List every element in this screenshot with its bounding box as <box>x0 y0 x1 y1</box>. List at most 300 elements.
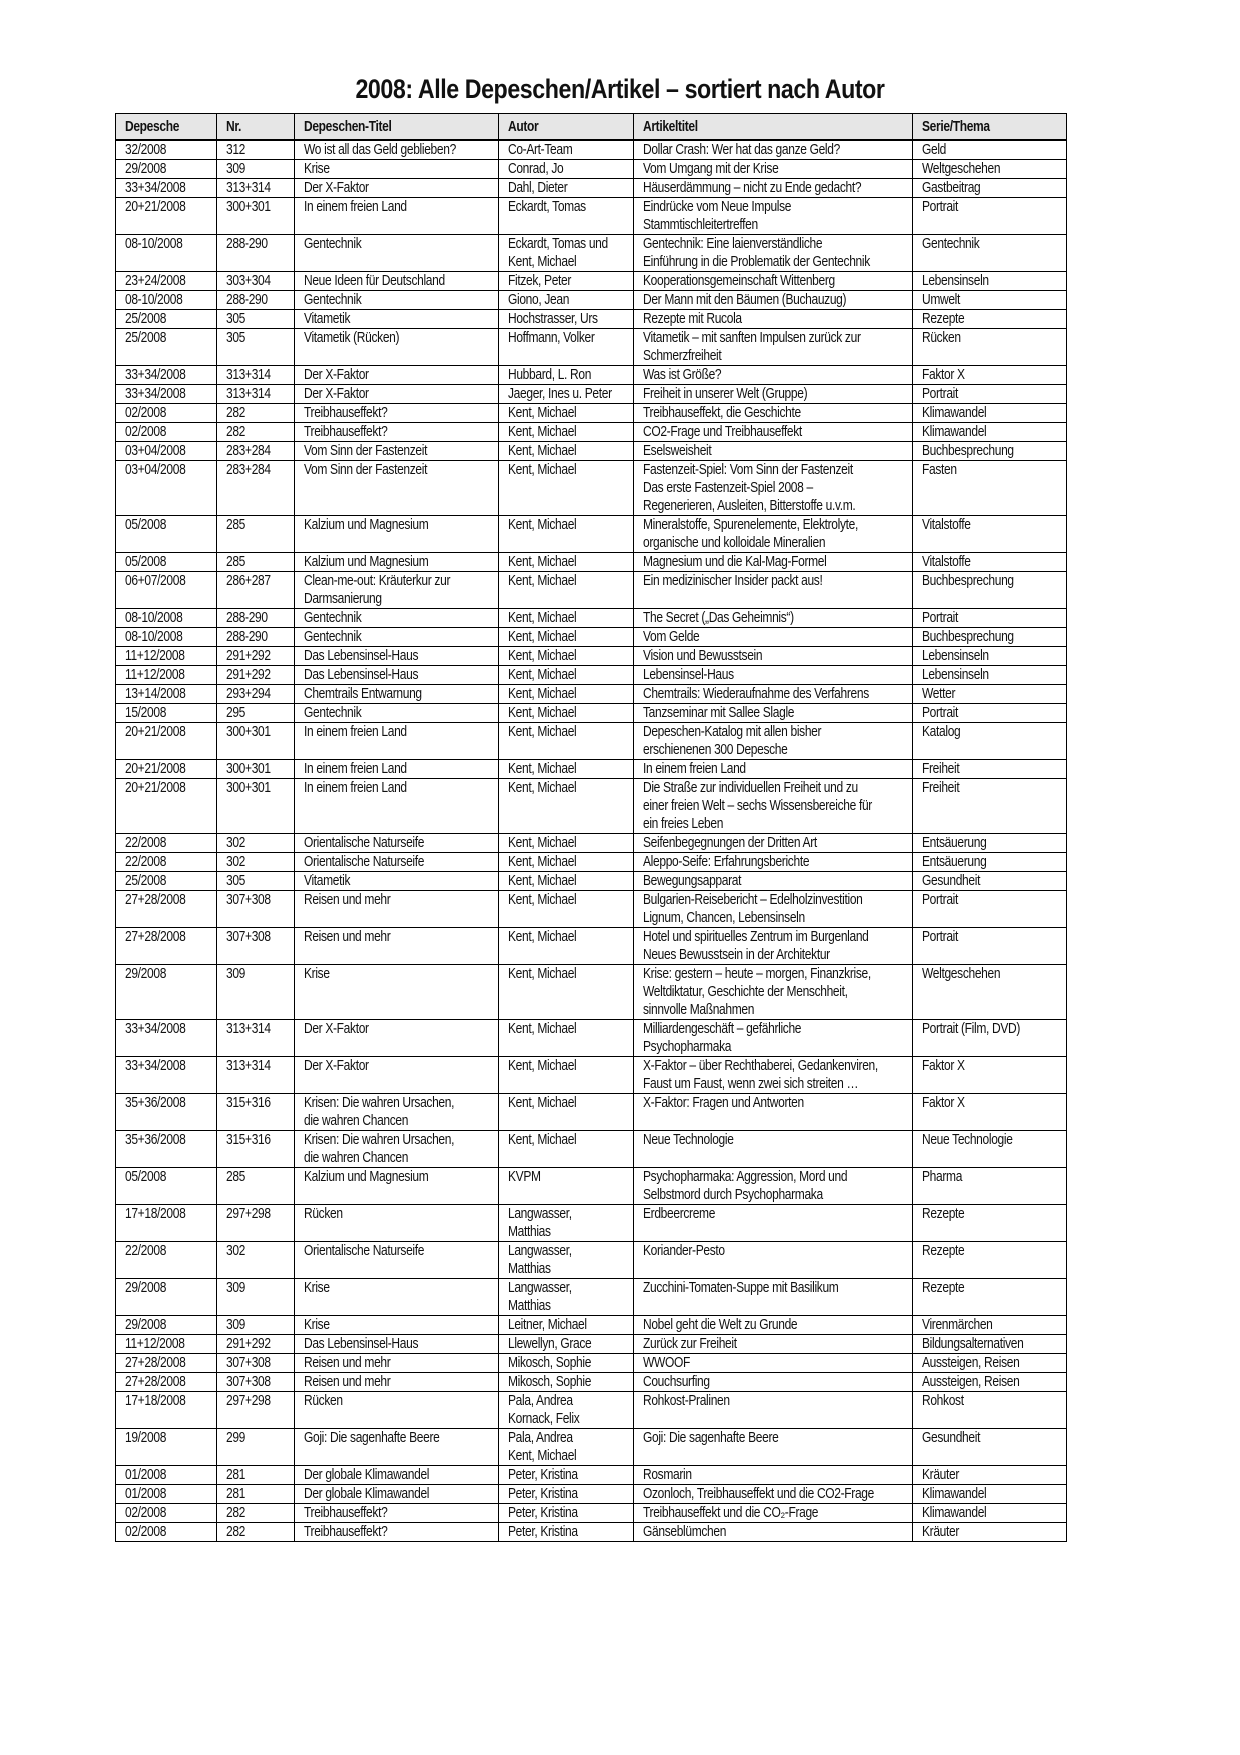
cell-nr-text: 313+314 <box>226 367 271 383</box>
cell-artikeltitel <box>634 423 913 442</box>
table-row <box>116 779 1067 834</box>
cell-depeschen-titel-text: Reisen und mehr <box>304 892 391 908</box>
cell-artikeltitel <box>634 1205 913 1242</box>
cell-nr <box>217 853 295 872</box>
table-row <box>116 965 1067 1020</box>
cell-depesche-text: 29/2008 <box>125 1317 167 1333</box>
table-row <box>116 1168 1067 1205</box>
table-row <box>116 704 1067 723</box>
cell-depesche-text: 20+21/2008 <box>125 724 186 740</box>
cell-depesche <box>116 1504 217 1523</box>
cell-depesche-text: 22/2008 <box>125 1243 167 1259</box>
cell-autor-text: Kent, Michael <box>508 835 577 851</box>
cell-nr-text: 293+294 <box>226 686 271 702</box>
cell-nr <box>217 1373 295 1392</box>
cell-nr-text: 302 <box>226 1243 246 1259</box>
cell-depesche <box>116 423 217 442</box>
cell-depesche-text: 25/2008 <box>125 311 167 327</box>
cell-depesche <box>116 1523 217 1542</box>
cell-artikeltitel <box>634 609 913 628</box>
cell-nr <box>217 160 295 179</box>
cell-serie-thema-text: Virenmärchen <box>922 1317 993 1333</box>
cell-nr <box>217 461 295 516</box>
cell-depeschen-titel-text: Das Lebensinsel-Haus <box>304 667 419 683</box>
cell-nr <box>217 1354 295 1373</box>
cell-depeschen-titel <box>295 723 499 760</box>
table-row <box>116 235 1067 272</box>
cell-nr <box>217 310 295 329</box>
cell-depesche <box>116 1429 217 1466</box>
cell-autor-text: Llewellyn, Grace <box>508 1336 592 1352</box>
cell-depeschen-titel <box>295 140 499 160</box>
title-text: : Alle Depeschen/Artikel – sortiert nach <box>405 74 825 105</box>
cell-artikeltitel-text: Ozonloch, Treibhauseffekt und die CO2-Frage <box>643 1486 874 1502</box>
cell-depeschen-titel-text: Goji: Die sagenhafte Beere <box>304 1430 440 1446</box>
cell-artikeltitel <box>634 461 913 516</box>
cell-artikeltitel-text: X-Faktor: Fragen und Antworten <box>643 1095 804 1111</box>
cell-nr <box>217 1392 295 1429</box>
cell-serie-thema-text: Weltgeschehen <box>922 161 1001 177</box>
cell-serie-thema-text: Rezepte <box>922 1206 965 1222</box>
cell-nr <box>217 704 295 723</box>
cell-depesche-text: 20+21/2008 <box>125 780 186 796</box>
cell-depeschen-titel-text: Krisen: Die wahren Ursachen, die wahren Chancen <box>304 1095 455 1129</box>
table-row <box>116 928 1067 965</box>
cell-serie-thema <box>913 1094 1067 1131</box>
cell-nr-text: 309 <box>226 1280 246 1296</box>
cell-depeschen-titel <box>295 666 499 685</box>
cell-autor <box>499 609 634 628</box>
cell-depeschen-titel-text: Kalzium und Magnesium <box>304 1169 429 1185</box>
cell-serie-thema <box>913 310 1067 329</box>
cell-nr <box>217 891 295 928</box>
cell-depeschen-titel-text: Vom Sinn der Fastenzeit <box>304 462 428 478</box>
cell-serie-thema-text: Rezepte <box>922 311 965 327</box>
cell-depesche-text: 27+28/2008 <box>125 1355 186 1371</box>
column-header-label: Depesche <box>125 118 180 135</box>
cell-serie-thema <box>913 704 1067 723</box>
cell-artikeltitel <box>634 834 913 853</box>
cell-depesche <box>116 666 217 685</box>
cell-depeschen-titel <box>295 160 499 179</box>
cell-depesche <box>116 1373 217 1392</box>
cell-serie-thema <box>913 1020 1067 1057</box>
cell-autor-text: Kent, Michael <box>508 1132 577 1148</box>
cell-autor <box>499 1504 634 1523</box>
cell-serie-thema-text: Rücken <box>922 330 961 346</box>
cell-nr-text: 281 <box>226 1467 246 1483</box>
cell-serie-thema <box>913 423 1067 442</box>
cell-autor <box>499 1429 634 1466</box>
cell-depesche <box>116 461 217 516</box>
table-row <box>116 291 1067 310</box>
cell-depeschen-titel-text: Reisen und mehr <box>304 1374 391 1390</box>
cell-autor-text: Jaeger, Ines u. Peter <box>508 386 612 402</box>
cell-autor <box>499 423 634 442</box>
cell-serie-thema <box>913 647 1067 666</box>
cell-depesche-text: 25/2008 <box>125 873 167 889</box>
cell-autor <box>499 779 634 834</box>
cell-artikeltitel <box>634 928 913 965</box>
cell-depeschen-titel-text: Der X-Faktor <box>304 386 369 402</box>
cell-serie-thema-text: Klimawandel <box>922 1486 987 1502</box>
cell-autor-text: Fitzek, Peter <box>508 273 572 289</box>
cell-artikeltitel <box>634 1168 913 1205</box>
cell-nr-text: 285 <box>226 1169 246 1185</box>
cell-artikeltitel <box>634 704 913 723</box>
cell-depesche <box>116 310 217 329</box>
cell-serie-thema-text: Portrait <box>922 892 959 908</box>
cell-autor <box>499 685 634 704</box>
cell-nr <box>217 1429 295 1466</box>
cell-serie-thema-text: Buchbesprechung <box>922 443 1014 459</box>
cell-serie-thema <box>913 1205 1067 1242</box>
cell-serie-thema <box>913 198 1067 235</box>
cell-serie-thema-text: Portrait <box>922 929 959 945</box>
cell-nr <box>217 1466 295 1485</box>
cell-nr-text: 302 <box>226 835 246 851</box>
cell-depeschen-titel-text: Der X-Faktor <box>304 180 369 196</box>
cell-depeschen-titel-text: Reisen und mehr <box>304 1355 391 1371</box>
cell-nr <box>217 1523 295 1542</box>
cell-depesche <box>116 704 217 723</box>
cell-serie-thema <box>913 1242 1067 1279</box>
cell-serie-thema-text: Freiheit <box>922 761 960 777</box>
cell-serie-thema-text: Lebensinseln <box>922 648 989 664</box>
cell-serie-thema-text: Geld <box>922 142 947 158</box>
table-row <box>116 1279 1067 1316</box>
cell-autor <box>499 1466 634 1485</box>
cell-nr-text: 305 <box>226 330 246 346</box>
table-row <box>116 198 1067 235</box>
cell-artikeltitel-text: Treibhauseffekt, die Geschichte <box>643 405 801 421</box>
cell-depesche-text: 22/2008 <box>125 854 167 870</box>
cell-autor-text: Eckardt, Tomas <box>508 199 586 215</box>
cell-serie-thema-text: Pharma <box>922 1169 963 1185</box>
cell-serie-thema <box>913 1504 1067 1523</box>
table-row <box>116 1094 1067 1131</box>
cell-depesche-text: 32/2008 <box>125 142 167 158</box>
cell-depesche-text: 35+36/2008 <box>125 1132 186 1148</box>
cell-depesche <box>116 272 217 291</box>
cell-autor <box>499 853 634 872</box>
cell-artikeltitel-text: Kooperationsgemeinschaft Wittenberg <box>643 273 835 289</box>
cell-nr <box>217 385 295 404</box>
cell-autor-text: Kent, Michael <box>508 610 577 626</box>
cell-nr-text: 288-290 <box>226 610 268 626</box>
cell-autor-text: Peter, Kristina <box>508 1505 578 1521</box>
cell-autor-text: Pala, Andrea Kornack, Felix <box>508 1393 580 1427</box>
cell-depesche <box>116 1242 217 1279</box>
cell-serie-thema <box>913 160 1067 179</box>
cell-artikeltitel <box>634 685 913 704</box>
cell-serie-thema <box>913 628 1067 647</box>
cell-artikeltitel-text: Bewegungsapparat <box>643 873 742 889</box>
cell-depeschen-titel <box>295 872 499 891</box>
cell-depesche <box>116 291 217 310</box>
cell-nr-text: 291+292 <box>226 648 271 664</box>
cell-depeschen-titel <box>295 704 499 723</box>
cell-nr-text: 282 <box>226 1505 246 1521</box>
cell-depesche-text: 22/2008 <box>125 835 167 851</box>
cell-serie-thema-text: Rohkost <box>922 1393 964 1409</box>
cell-autor-text: Kent, Michael <box>508 424 577 440</box>
cell-artikeltitel-text: WWOOF <box>643 1355 691 1371</box>
cell-serie-thema <box>913 404 1067 423</box>
cell-depeschen-titel-text: In einem freien Land <box>304 724 407 740</box>
cell-depesche <box>116 723 217 760</box>
cell-nr <box>217 1168 295 1205</box>
cell-autor <box>499 1354 634 1373</box>
cell-depeschen-titel <box>295 291 499 310</box>
cell-depeschen-titel-text: Das Lebensinsel-Haus <box>304 1336 419 1352</box>
cell-nr <box>217 1205 295 1242</box>
cell-artikeltitel-text: Vom Gelde <box>643 629 700 645</box>
cell-serie-thema-text: Kräuter <box>922 1467 960 1483</box>
table-row <box>116 1020 1067 1057</box>
cell-depeschen-titel <box>295 965 499 1020</box>
cell-nr <box>217 366 295 385</box>
cell-autor <box>499 1485 634 1504</box>
table-body <box>116 140 1067 1542</box>
cell-depeschen-titel-text: Orientalische Naturseife <box>304 854 425 870</box>
table-row <box>116 1523 1067 1542</box>
cell-nr-text: 313+314 <box>226 1021 271 1037</box>
cell-artikeltitel-text: Chemtrails: Wiederaufnahme des Verfahrens <box>643 686 869 702</box>
cell-serie-thema <box>913 235 1067 272</box>
cell-depesche-text: 05/2008 <box>125 554 167 570</box>
column-header-label: Serie/Thema <box>922 118 990 135</box>
cell-depeschen-titel <box>295 423 499 442</box>
table-row <box>116 628 1067 647</box>
cell-artikeltitel-text: X-Faktor – über Rechthaberei, Gedankenviren, Faust um Faust, wenn zwei sich streiten … <box>643 1058 878 1092</box>
cell-depesche <box>116 685 217 704</box>
cell-depesche <box>116 853 217 872</box>
cell-depesche-text: 06+07/2008 <box>125 573 186 589</box>
cell-nr-text: 309 <box>226 1317 246 1333</box>
cell-depesche <box>116 1466 217 1485</box>
cell-autor <box>499 198 634 235</box>
cell-nr-text: 307+308 <box>226 892 271 908</box>
cell-depeschen-titel <box>295 1094 499 1131</box>
cell-autor <box>499 1020 634 1057</box>
cell-autor-text: Hochstrasser, Urs <box>508 311 598 327</box>
cell-depesche-text: 02/2008 <box>125 405 167 421</box>
cell-nr-text: 285 <box>226 517 246 533</box>
cell-depeschen-titel <box>295 628 499 647</box>
cell-serie-thema-text: Katalog <box>922 724 961 740</box>
table-row <box>116 666 1067 685</box>
cell-artikeltitel-text: Was ist Größe? <box>643 367 722 383</box>
cell-serie-thema-text: Vitalstoffe <box>922 554 971 570</box>
cell-depeschen-titel <box>295 1392 499 1429</box>
cell-depesche-text: 05/2008 <box>125 517 167 533</box>
cell-depeschen-titel <box>295 516 499 553</box>
cell-serie-thema-text: Aussteigen, Reisen <box>922 1374 1020 1390</box>
table-row <box>116 160 1067 179</box>
cell-depeschen-titel <box>295 235 499 272</box>
cell-depeschen-titel <box>295 1168 499 1205</box>
cell-depesche-text: 05/2008 <box>125 1169 167 1185</box>
cell-nr <box>217 647 295 666</box>
cell-serie-thema-text: Buchbesprechung <box>922 629 1014 645</box>
cell-nr <box>217 1316 295 1335</box>
cell-depeschen-titel <box>295 553 499 572</box>
cell-serie-thema <box>913 723 1067 760</box>
cell-depeschen-titel <box>295 310 499 329</box>
cell-serie-thema-text: Freiheit <box>922 780 960 796</box>
cell-nr-text: 313+314 <box>226 386 271 402</box>
cell-autor <box>499 1131 634 1168</box>
cell-artikeltitel-text: Nobel geht die Welt zu Grunde <box>643 1317 798 1333</box>
cell-artikeltitel-text: Eselsweisheit <box>643 443 712 459</box>
cell-artikeltitel-text: Psychopharmaka: Aggression, Mord und Selbstmord durch Psychopharmaka <box>643 1169 848 1203</box>
cell-artikeltitel <box>634 1131 913 1168</box>
cell-autor-text: Kent, Michael <box>508 648 577 664</box>
table-row <box>116 461 1067 516</box>
cell-autor-text: Conrad, Jo <box>508 161 564 177</box>
cell-autor-text: Kent, Michael <box>508 443 577 459</box>
cell-depeschen-titel-text: Krise <box>304 966 330 982</box>
cell-autor <box>499 461 634 516</box>
cell-depesche <box>116 609 217 628</box>
cell-autor-text: Peter, Kristina <box>508 1467 578 1483</box>
table-row <box>116 1485 1067 1504</box>
cell-artikeltitel <box>634 1466 913 1485</box>
cell-depeschen-titel-text: Das Lebensinsel-Haus <box>304 648 419 664</box>
column-header-label: Depeschen-Titel <box>304 118 392 135</box>
cell-depeschen-titel-text: Der X-Faktor <box>304 1021 369 1037</box>
cell-depesche-text: 08-10/2008 <box>125 236 183 252</box>
cell-nr-text: 283+284 <box>226 462 271 478</box>
cell-serie-thema <box>913 1316 1067 1335</box>
cell-artikeltitel <box>634 628 913 647</box>
cell-artikeltitel <box>634 1485 913 1504</box>
cell-artikeltitel <box>634 666 913 685</box>
cell-artikeltitel-text: Erdbeercreme <box>643 1206 716 1222</box>
cell-serie-thema <box>913 553 1067 572</box>
cell-depeschen-titel <box>295 609 499 628</box>
cell-artikeltitel-text: Depeschen-Katalog mit allen bisher erschienenen 300 Depesche <box>643 724 822 758</box>
cell-depesche <box>116 891 217 928</box>
articles-table <box>115 113 1067 1542</box>
cell-autor-text: Kent, Michael <box>508 405 577 421</box>
cell-depesche-text: 03+04/2008 <box>125 443 186 459</box>
cell-autor-text: Kent, Michael <box>508 705 577 721</box>
cell-nr <box>217 516 295 553</box>
cell-depesche-text: 02/2008 <box>125 424 167 440</box>
cell-depeschen-titel <box>295 685 499 704</box>
cell-serie-thema-text: Klimawandel <box>922 424 987 440</box>
column-header-label: Artikeltitel <box>643 118 698 135</box>
cell-depesche-text: 27+28/2008 <box>125 929 186 945</box>
cell-serie-thema-text: Entsäuerung <box>922 835 987 851</box>
cell-autor <box>499 366 634 385</box>
cell-nr-text: 295 <box>226 705 246 721</box>
cell-artikeltitel-text: CO2-Frage und Treibhauseffekt <box>643 424 802 440</box>
cell-autor <box>499 1373 634 1392</box>
cell-depesche-text: 02/2008 <box>125 1505 167 1521</box>
cell-autor-text: Kent, Michael <box>508 1095 577 1111</box>
cell-depesche <box>116 160 217 179</box>
table-row <box>116 647 1067 666</box>
cell-autor <box>499 628 634 647</box>
cell-depeschen-titel-text: Chemtrails Entwarnung <box>304 686 422 702</box>
cell-depeschen-titel-text: Krise <box>304 161 330 177</box>
cell-depeschen-titel <box>295 1316 499 1335</box>
table-row <box>116 516 1067 553</box>
cell-depeschen-titel-text: Der globale Klimawandel <box>304 1486 430 1502</box>
table-row <box>116 442 1067 461</box>
table-row <box>116 685 1067 704</box>
cell-serie-thema <box>913 1523 1067 1542</box>
cell-autor <box>499 891 634 928</box>
cell-serie-thema <box>913 442 1067 461</box>
cell-autor-text: Kent, Michael <box>508 517 577 533</box>
cell-depesche-text: 01/2008 <box>125 1486 167 1502</box>
cell-autor-text: Langwasser, Matthias <box>508 1243 572 1277</box>
cell-autor-text: Kent, Michael <box>508 667 577 683</box>
cell-autor-text: KVPM <box>508 1169 541 1185</box>
cell-depesche <box>116 1316 217 1335</box>
cell-depeschen-titel-text: Krise <box>304 1280 330 1296</box>
cell-nr <box>217 1131 295 1168</box>
cell-serie-thema-text: Neue Technologie <box>922 1132 1013 1148</box>
cell-artikeltitel <box>634 1523 913 1542</box>
cell-depeschen-titel <box>295 1205 499 1242</box>
cell-nr-text: 312 <box>226 142 246 158</box>
cell-artikeltitel-text: Dollar Crash: Wer hat das ganze Geld? <box>643 142 840 158</box>
cell-nr <box>217 404 295 423</box>
cell-artikeltitel-text: Tanzseminar mit Sallee Slagle <box>643 705 795 721</box>
cell-nr-text: 305 <box>226 873 246 889</box>
cell-serie-thema-text: Fasten <box>922 462 957 478</box>
cell-autor-text: Giono, Jean <box>508 292 570 308</box>
cell-autor <box>499 553 634 572</box>
table-row <box>116 329 1067 366</box>
cell-nr <box>217 291 295 310</box>
cell-autor <box>499 647 634 666</box>
cell-artikeltitel <box>634 366 913 385</box>
cell-nr-text: 282 <box>226 424 246 440</box>
cell-autor-text: Langwasser, Matthias <box>508 1206 572 1240</box>
cell-serie-thema <box>913 329 1067 366</box>
cell-artikeltitel <box>634 723 913 760</box>
cell-serie-thema-text: Aussteigen, Reisen <box>922 1355 1020 1371</box>
cell-autor <box>499 404 634 423</box>
cell-depesche <box>116 1205 217 1242</box>
cell-depesche <box>116 965 217 1020</box>
cell-nr <box>217 1279 295 1316</box>
cell-depeschen-titel <box>295 1131 499 1168</box>
cell-nr-text: 286+287 <box>226 573 271 589</box>
cell-serie-thema-text: Buchbesprechung <box>922 573 1014 589</box>
cell-nr-text: 315+316 <box>226 1095 271 1111</box>
cell-serie-thema-text: Portrait <box>922 199 959 215</box>
cell-depesche-text: 11+12/2008 <box>125 1336 185 1352</box>
cell-autor <box>499 760 634 779</box>
cell-nr-text: 288-290 <box>226 292 268 308</box>
cell-nr-text: 307+308 <box>226 1374 271 1390</box>
cell-nr <box>217 235 295 272</box>
cell-artikeltitel-text: Goji: Die sagenhafte Beere <box>643 1430 779 1446</box>
cell-artikeltitel-text: Gentechnik: Eine laienverständliche Einführung in die Problematik der Gentechnik <box>643 236 870 270</box>
cell-nr <box>217 666 295 685</box>
cell-artikeltitel <box>634 516 913 553</box>
cell-depesche <box>116 1354 217 1373</box>
cell-depeschen-titel-text: Der globale Klimawandel <box>304 1467 430 1483</box>
cell-depesche-text: 08-10/2008 <box>125 610 183 626</box>
